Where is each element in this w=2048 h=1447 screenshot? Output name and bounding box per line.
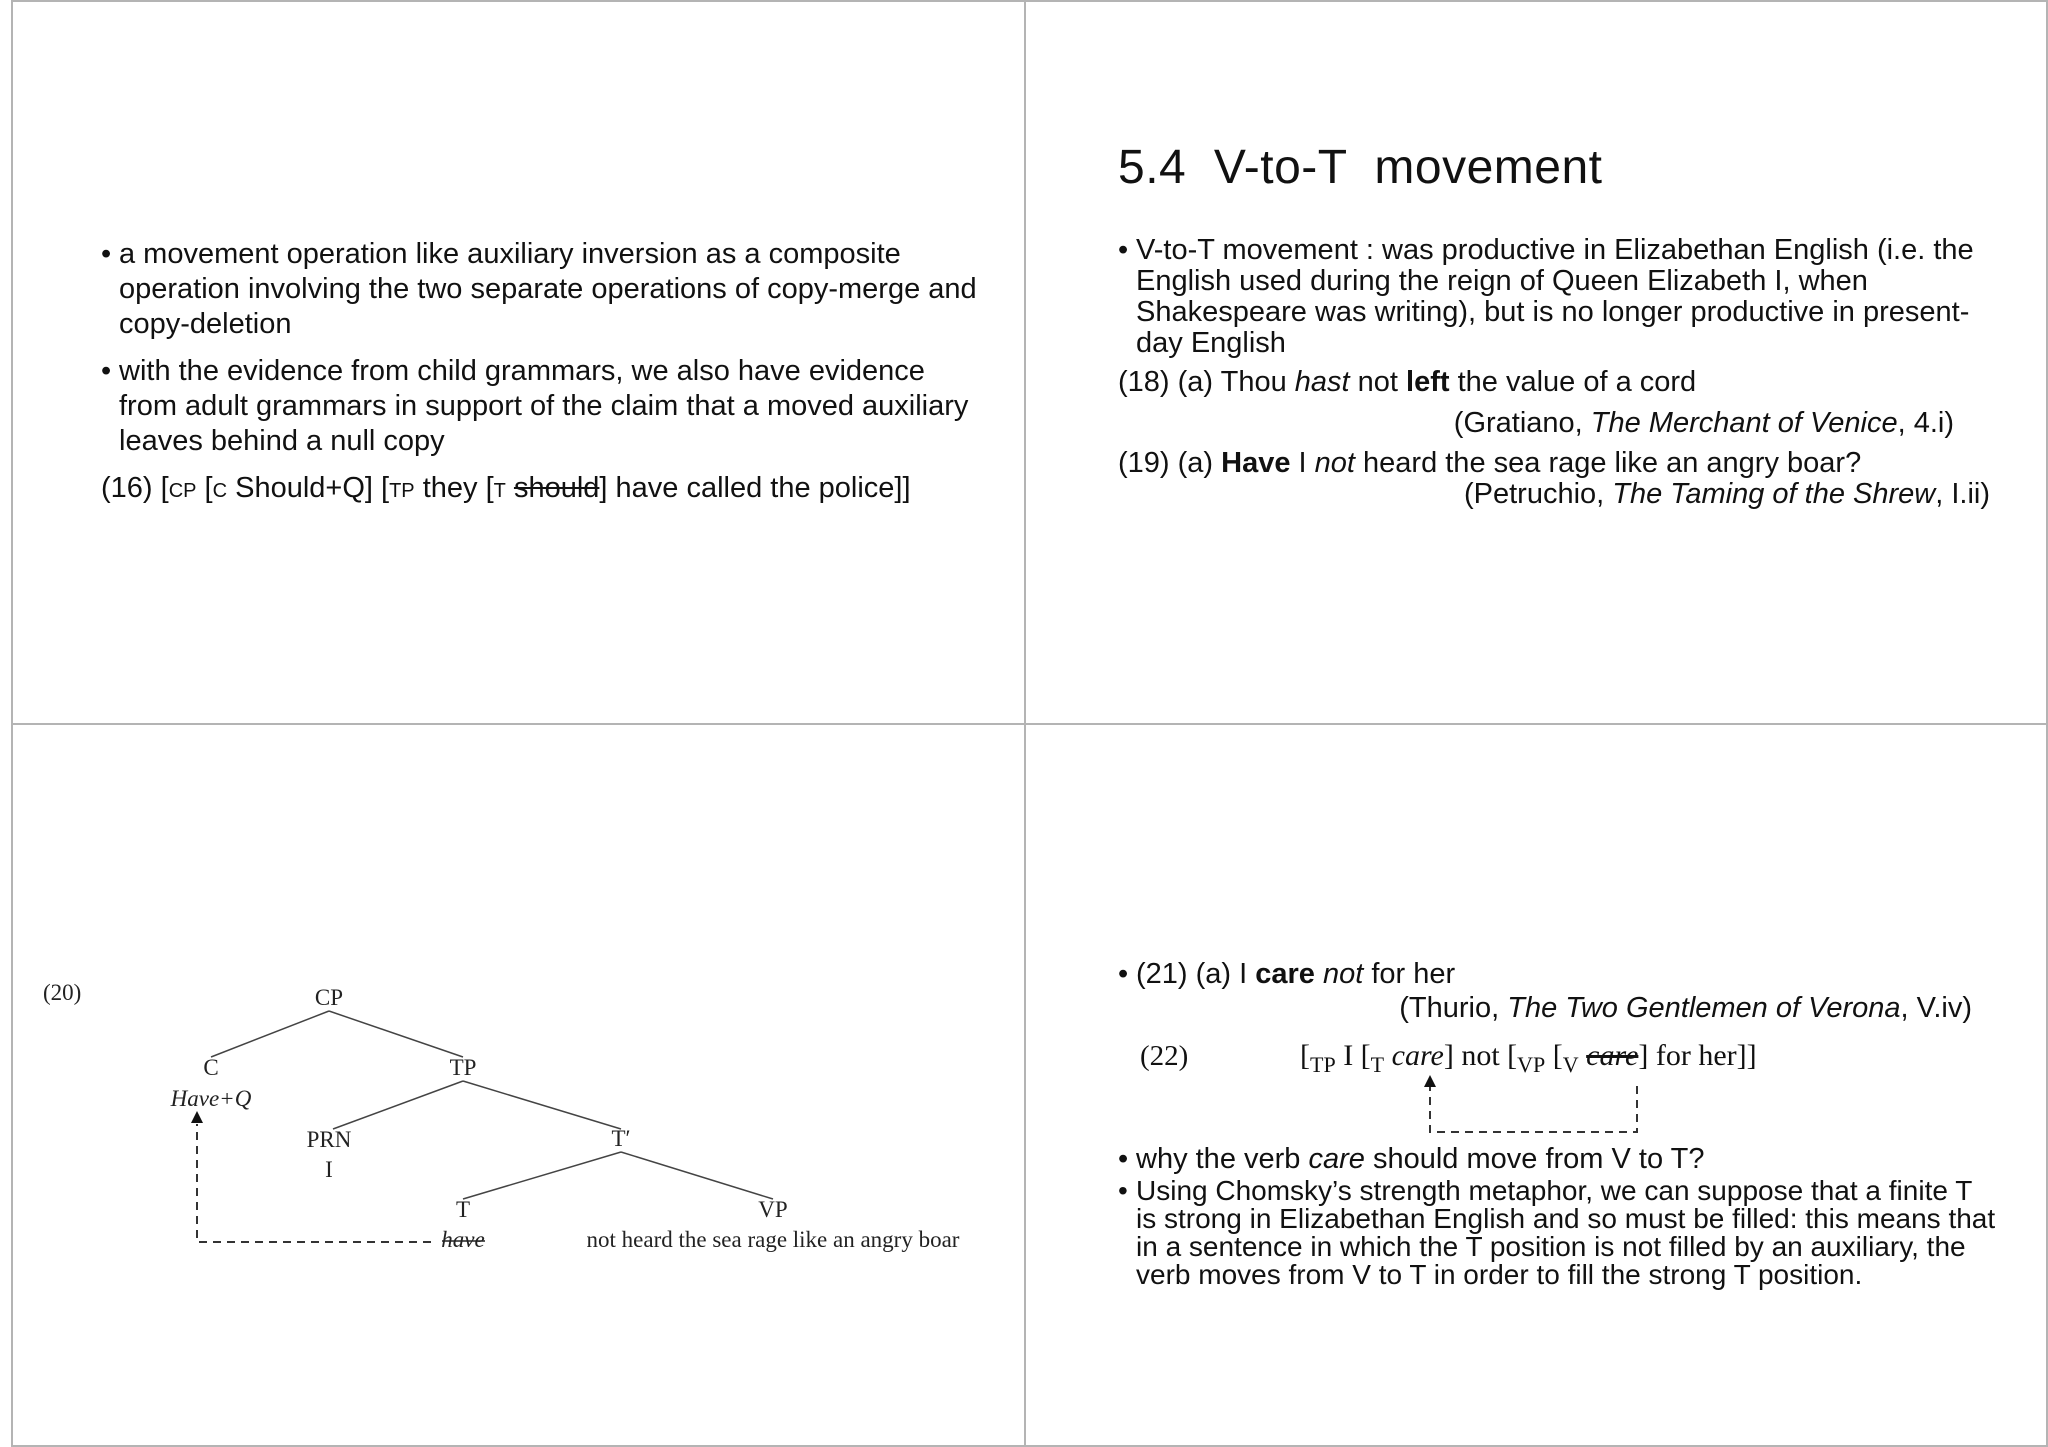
- ex22-deleted-copy: care: [1586, 1039, 1639, 1072]
- ex19-source-a: (Petruchio,: [1463, 478, 1613, 510]
- ex19-source-title: The Taming of the Shrew: [1612, 478, 1936, 510]
- ex16-num: (16) [: [101, 472, 169, 504]
- ex16-text-4: ] have called the police]]: [599, 472, 911, 504]
- ex19-text-c: heard the sea rage like an angry boar?: [1354, 447, 1862, 479]
- slide-auxiliary-inversion: [11, 0, 1026, 725]
- slide2-content: [1118, 235, 1998, 509]
- node-tp: TP: [449, 1055, 477, 1080]
- example-18: [1118, 365, 1998, 400]
- ex21-not: not: [1322, 958, 1364, 990]
- ex19-text-a: (19) (a): [1118, 447, 1222, 479]
- syntax-tree: [13, 725, 1026, 1447]
- ex21-source-title: The Two Gentlemen of Verona: [1507, 992, 1901, 1024]
- bullet1-text-a: why the verb: [1136, 1143, 1309, 1175]
- ex19-source: [1118, 479, 1998, 509]
- bullet-v-to-t-productive: [1118, 235, 1998, 359]
- node-tbar: T′: [611, 1126, 631, 1151]
- slide-v-to-t-movement: [1024, 0, 2048, 725]
- ex18-source-title: The Merchant of Venice: [1590, 407, 1898, 439]
- ex16-text-2: they [: [414, 472, 494, 504]
- ex21-source: [1118, 991, 1998, 1025]
- edge-tp-tbar: [463, 1081, 621, 1129]
- ex18-text-b: not: [1349, 366, 1407, 398]
- example-16: [101, 471, 981, 509]
- slide4-top: [1118, 957, 1998, 1025]
- ex21-source-a: (Thurio,: [1399, 992, 1508, 1024]
- ex19-text-b: I: [1290, 447, 1315, 479]
- ex22-part-4: ] not [: [1443, 1039, 1518, 1072]
- tree-label: (20): [43, 980, 82, 1005]
- bullet1-text-b: should move from V to T?: [1364, 1143, 1705, 1175]
- ex22-dash-line: [1430, 1083, 1637, 1132]
- ex19-not: not: [1314, 447, 1355, 479]
- bullet-text: with the evidence from child grammars, we also have evidence from adult grammars in support of the claim that a moved auxiliary leaves behind a null copy: [119, 355, 969, 457]
- ex22-moved-verb: care: [1391, 1039, 1444, 1072]
- ex16-text-3: [506, 472, 514, 504]
- ex19-have: Have: [1221, 447, 1291, 479]
- movement-arrowhead-icon: [191, 1111, 203, 1123]
- ex22-part-3: [1384, 1039, 1392, 1072]
- bullet-text: a movement operation like auxiliary inversion as a composite operation involving the two separate operations of copy-merge and copy-deletion: [119, 238, 977, 340]
- ex18-text-c: the value of a cord: [1449, 366, 1697, 398]
- example-19: [1118, 447, 1998, 479]
- ex16-cp-subscript: CP: [168, 480, 197, 502]
- ex22-arrowhead-icon: [1424, 1075, 1436, 1087]
- ex21-text-c: for her: [1363, 958, 1456, 990]
- ex22-t-subscript: T: [1370, 1052, 1385, 1077]
- bullet2-text: Using Chomsky’s strength metaphor, we can suppose that a finite T is strong in Elizabethan English and so must be filled: this means that in a sentence in which the T position is not filled by an auxiliary, the verb moves from V to T in order to fill the strong T position.: [1136, 1175, 1996, 1290]
- ex16-text-1: Should+Q] [: [227, 472, 390, 504]
- ex22-part-5: [: [1545, 1039, 1563, 1072]
- bullet-strength-metaphor: [1118, 1177, 1998, 1289]
- slide4-bottom: [1118, 1143, 1998, 1289]
- node-cp: CP: [314, 985, 344, 1010]
- bullet-why-verb-moves: [1118, 1143, 1998, 1175]
- ex16-tp-subscript: TP: [389, 480, 415, 502]
- slide-strong-t: [1024, 723, 2048, 1447]
- ex16-deleted-copy: should: [513, 472, 600, 504]
- node-c: C: [203, 1055, 219, 1080]
- ex21-text-a: (21) (a) I: [1136, 958, 1256, 990]
- ex22-v-subscript: V: [1562, 1052, 1579, 1077]
- ex22-tp-subscript: TP: [1310, 1052, 1336, 1077]
- example-21: [1118, 957, 1998, 991]
- ex22-label: (22): [1140, 1040, 1189, 1072]
- ex21-source-b: , V.iv): [1900, 992, 1972, 1024]
- node-c-word: Have+Q: [170, 1086, 252, 1111]
- ex16-bracket: [: [196, 472, 213, 504]
- bullet-text: V-to-T movement : was productive in Elizabethan English (i.e. the English used during the reign of Queen Elizabeth I, when Shakespeare was writing), but is no longer productive in present-day English: [1136, 234, 1974, 359]
- ex18-hast: hast: [1294, 366, 1350, 398]
- node-t-word: have: [441, 1227, 485, 1252]
- ex16-t-subscript: T: [493, 480, 506, 502]
- node-t: T: [455, 1197, 471, 1222]
- ex21-care: care: [1255, 958, 1315, 990]
- edge-tbar-t: [463, 1152, 621, 1199]
- ex18-text-a: (18) (a) Thou: [1118, 366, 1295, 398]
- ex18-source-a: (Gratiano,: [1453, 407, 1591, 439]
- edge-cp-c: [211, 1011, 329, 1057]
- ex18-left: left: [1406, 366, 1450, 398]
- node-prn-word: I: [325, 1157, 333, 1182]
- slide-title: 5.4 V-to-T movement: [1118, 141, 1603, 194]
- edge-tbar-vp: [621, 1152, 773, 1199]
- ex22-part-1: [: [1300, 1039, 1310, 1072]
- slide-tree-diagram: [11, 723, 1026, 1447]
- ex18-source: [1118, 406, 1998, 441]
- ex22-vp-subscript: VP: [1517, 1052, 1546, 1077]
- ex22-part-2: I [: [1335, 1039, 1371, 1072]
- ex21-text-b: [1315, 958, 1323, 990]
- bullet1-care: care: [1308, 1143, 1365, 1175]
- bullet-composite-operation: [101, 237, 981, 342]
- node-prn: PRN: [306, 1127, 352, 1152]
- node-vp-words: not heard the sea rage like an angry boar: [586, 1227, 960, 1252]
- edge-tp-prn: [333, 1081, 463, 1129]
- ex16-c-subscript: C: [212, 480, 228, 502]
- node-vp: VP: [758, 1197, 788, 1222]
- ex22-part-7: ] for her]]: [1638, 1039, 1757, 1072]
- bullet-adult-grammars: [101, 354, 981, 459]
- slide1-content: [101, 237, 981, 509]
- ex19-source-b: , I.ii): [1935, 478, 1990, 510]
- edge-cp-tp: [329, 1011, 463, 1057]
- ex18-source-b: , 4.i): [1897, 407, 1954, 439]
